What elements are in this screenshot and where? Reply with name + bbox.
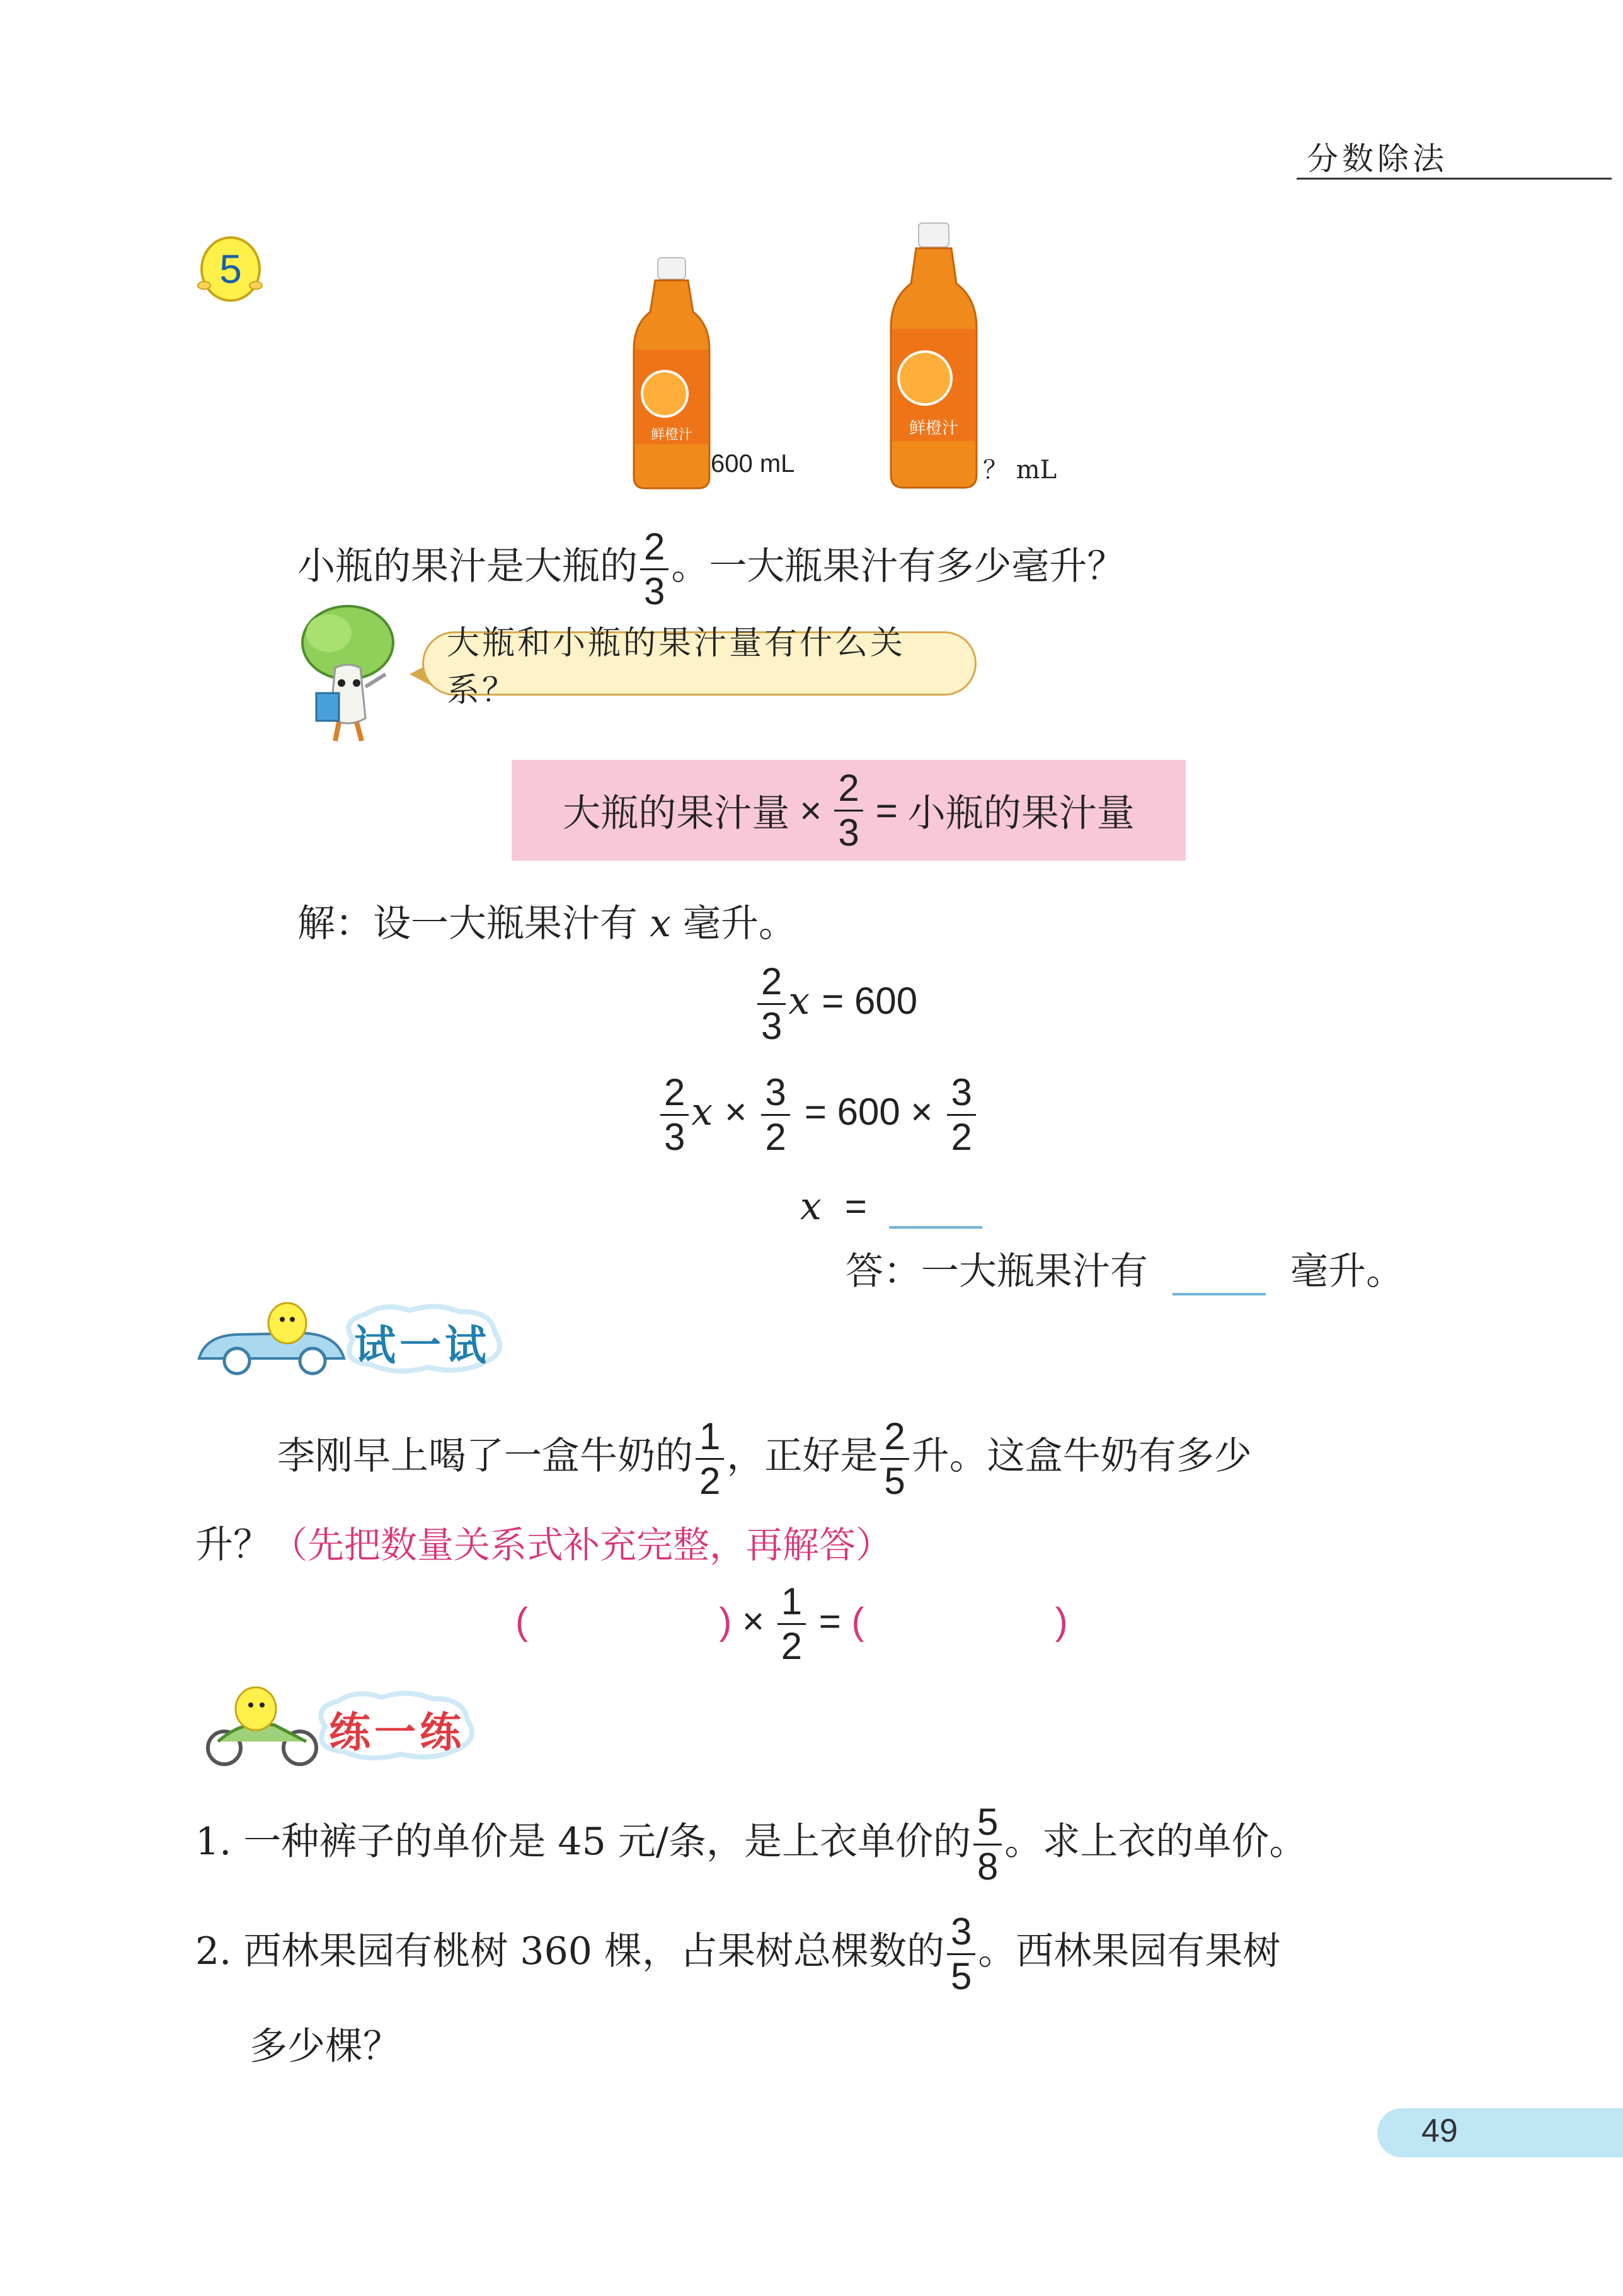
try-relation-template: ( ) × $\frac{1}{2}$ = ( ) <box>515 1580 1068 1667</box>
example-badge <box>193 230 268 306</box>
small-bottle-label: 600 mL <box>711 450 795 478</box>
fraction-2-3: $\frac{2}{3}$ <box>640 528 668 611</box>
practice-question-1: 1. 一种裤子的单价是 45 元/条，是上衣单价的 $\frac{5}{8}$ 。求上衣的单价。 <box>195 1801 1307 1888</box>
try-instruction: （先把数量关系式补充完整，再解答） <box>271 1525 893 1566</box>
x-answer-blank[interactable] <box>889 1195 982 1229</box>
large-bottle-label: ？ mL <box>983 456 1057 485</box>
small-bottle-brand: 鲜橙汁 <box>650 427 693 443</box>
practice-question-2-cont: 多少棵？ <box>249 2024 401 2069</box>
try-problem-line2: 升？（先把数量关系式补充完整，再解答） <box>195 1523 893 1567</box>
chapter-title: 分数除法 <box>1307 141 1448 177</box>
cabbage-mascot-icon <box>291 599 411 745</box>
equation-1: $\frac{2}{3}$ x = 600 <box>755 963 917 1045</box>
try-section-title: 试一试 <box>354 1321 490 1370</box>
solution-intro: 解：设一大瓶果汁有 x 毫升。 <box>297 902 796 946</box>
large-bottle-icon <box>887 221 980 491</box>
equation-2: $\frac{2}{3}$ x × $\frac{3}{2}$ = 600 × $\frac{3}{2}$ <box>658 1074 978 1156</box>
try-blank-right[interactable] <box>875 1631 1045 1665</box>
page-number: 49 <box>1421 2113 1458 2149</box>
small-bottle-icon <box>630 255 713 491</box>
example-number: 5 <box>219 246 242 292</box>
answer-blank[interactable] <box>1173 1261 1266 1295</box>
try-blank-left[interactable] <box>539 1631 709 1665</box>
lemon-badge-icon <box>193 230 268 306</box>
hint-bubble: 大瓶和小瓶的果汁量有什么关系？ <box>422 631 977 696</box>
answer-line: 答：一大瓶果汁有 毫升。 <box>846 1241 1404 1295</box>
practice-question-2: 2. 西林果园有桃树 360 棵，占果树总棵数的 $\frac{3}{5}$ 。西林果园有果树 <box>195 1910 1281 1997</box>
large-bottle-brand: 鲜橙汁 <box>909 419 959 438</box>
car-lemon-icon <box>193 1298 350 1380</box>
relation-box: 大瓶的果汁量 × $\frac{2}{3}$ = 小瓶的果汁量 <box>512 760 1186 861</box>
example-question: 小瓶的果汁是大瓶的 $\frac{2}{3}$ 。一大瓶果汁有多少毫升？ <box>297 525 1125 612</box>
equation-3: x = <box>800 1185 982 1229</box>
header-rule <box>1297 178 1612 180</box>
practice-section-title: 练一练 <box>329 1708 465 1757</box>
page-number-tab <box>1377 2108 1623 2157</box>
try-problem-line1: 李刚早上喝了一盒牛奶的 $\frac{1}{2}$ ，正好是 $\frac{2}{5}$ 升。这盒牛奶有多少 <box>277 1415 1252 1502</box>
relation-fraction: $\frac{2}{3}$ <box>834 769 863 852</box>
